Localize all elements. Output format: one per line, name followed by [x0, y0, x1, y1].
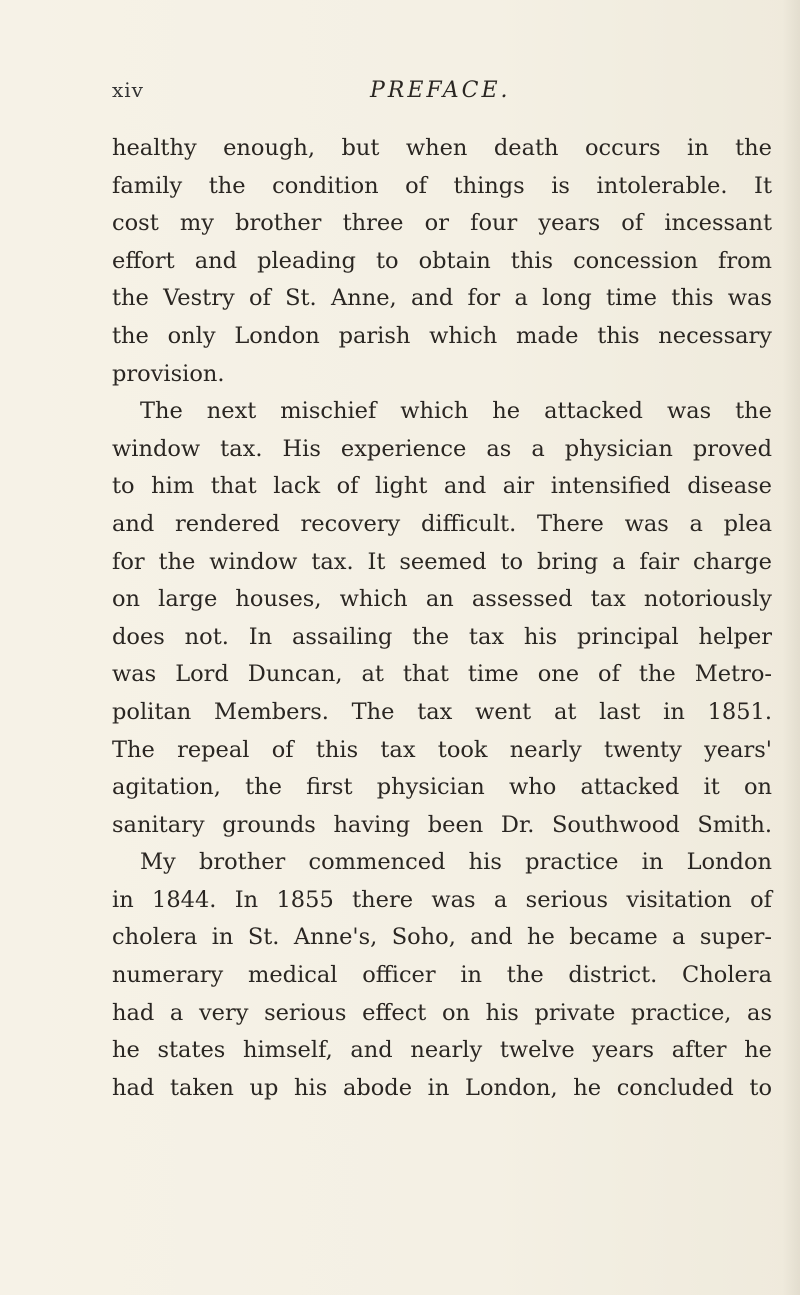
text-line: window tax. His experience as a physician proved	[112, 435, 772, 462]
page-edge-shadow	[782, 0, 800, 1295]
text-line: had a very serious effect on his private practice, as	[112, 999, 772, 1026]
text-line: he states himself, and nearly twelve years after he	[112, 1037, 772, 1064]
text-line: in 1844. In 1855 there was a serious visitation of	[112, 886, 772, 913]
text-line: the Vestry of St. Anne, and for a long time this was	[112, 285, 772, 312]
text-line: sanitary grounds having been Dr. Southwood Smith.	[112, 811, 772, 838]
text-line: to him that lack of light and air intensified disease	[112, 473, 772, 500]
text-line: the only London parish which made this necessary	[112, 322, 772, 349]
text-line: effort and pleading to obtain this concession from	[112, 247, 772, 274]
text-line: had taken up his abode in London, he concluded to	[112, 1074, 772, 1101]
text-line: cost my brother three or four years of incessant	[112, 210, 772, 237]
body-text	[112, 130, 772, 1107]
text-line: on large houses, which an assessed tax notoriously	[112, 586, 772, 613]
page-header	[0, 78, 800, 112]
text-line: and rendered recovery difficult. There was a plea	[112, 510, 772, 537]
text-line: family the condition of things is intolerable. It	[112, 172, 772, 199]
text-line: provision.	[112, 360, 225, 387]
text-line: does not. In assailing the tax his principal helper	[112, 623, 772, 650]
text-line: agitation, the first physician who attacked it on	[112, 774, 772, 801]
text-line: The repeal of this tax took nearly twenty years'	[112, 736, 772, 763]
text-line: healthy enough, but when death occurs in the	[112, 135, 772, 161]
text-line: My brother commenced his practice in London	[140, 849, 772, 876]
text-line: politan Members. The tax went at last in 1851.	[112, 698, 772, 725]
text-line: cholera in St. Anne's, Soho, and he became a super-	[112, 924, 772, 951]
page-number: xiv	[112, 78, 144, 102]
text-line: was Lord Duncan, at that time one of the Metro-	[112, 661, 772, 688]
text-line: The next mischief which he attacked was the	[140, 398, 772, 425]
text-line: numerary medical officer in the district. Cholera	[112, 962, 772, 989]
text-line: for the window tax. It seemed to bring a fair charge	[112, 548, 772, 575]
running-title: PREFACE.	[370, 78, 511, 103]
